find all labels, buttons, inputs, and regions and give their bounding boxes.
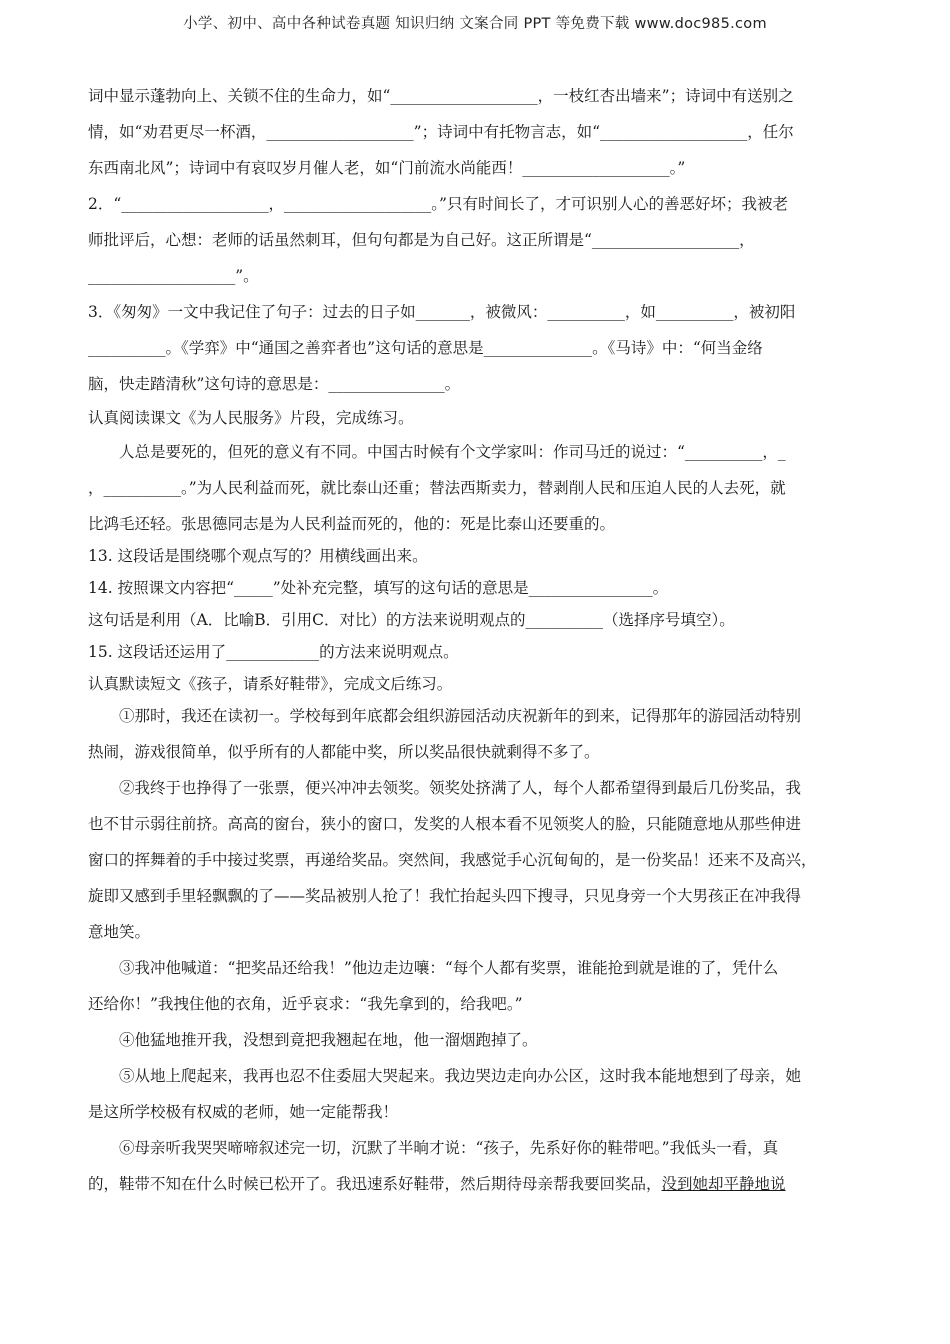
passage-line: ②我终于也挣得了一张票，便兴冲冲去领奖。领奖处挤满了人，每个人都希望得到最后几份奖品，我	[119, 779, 802, 797]
passage-line: ③我冲他喊道：“把奖品还给我！”他边走边嚷：“每个人都有奖票，谁能抢到就是谁的了，凭什么	[119, 959, 779, 977]
text-line: 这句话是利用（A．比喻B．引用C．对比）的方法来说明观点的__________（选择序号填空）。	[88, 611, 735, 629]
passage-line: 是这所学校极有权威的老师，她一定能帮我！	[88, 1103, 399, 1121]
section-instruction: 认真阅读课文《为人民服务》片段，完成练习。	[88, 409, 414, 427]
text-line: 师批评后，心想：老师的话虽然刺耳，但句句都是为自己好。这正所谓是“___________________，	[88, 231, 755, 249]
passage-line: 还给你！”我拽住他的衣角，近乎哀求：“我先拿到的，给我吧。”	[88, 995, 523, 1013]
underlined-sentence: 没到她却平静地说	[661, 1175, 786, 1193]
question-13: 13. 这段话是围绕哪个观点写的？用横线画出来。	[88, 547, 428, 565]
question-3: 3．《匆匆》一文中我记住了句子：过去的日子如_______，被微风：__________，如__________，被初阳	[88, 303, 796, 321]
passage-line: 意地笑。	[88, 923, 151, 941]
passage-line: 比鸿毛还轻。张思德同志是为人民利益而死的，他的：死是比泰山还要重的。	[88, 515, 616, 533]
passage-line: ⑤从地上爬起来，我再也忍不住委屈大哭起来。我边哭边走向办公区，这时我本能地想到了母亲，她	[119, 1067, 802, 1085]
text-line: ___________________”。	[88, 267, 259, 285]
document-body	[88, 85, 860, 1209]
passage-line: 窗口的挥舞着的手中接过奖票，再递给奖品。突然间，我感觉手心沉甸甸的，是一份奖品！还来不及高兴，	[88, 851, 817, 869]
page-header: 小学、初中、高中各种试卷真题 知识归纳 文案合同 PPT 等免费下载 www.doc985.com	[183, 16, 767, 32]
text-line: __________。《学弈》中“通国之善弈者也”这句话的意思是______________。《马诗》中：“何当金络	[88, 339, 763, 357]
passage-line: 热闹，游戏很简单，似乎所有的人都能中奖，所以奖品很快就剩得不多了。	[88, 743, 600, 761]
text-line: 词中显示蓬勃向上、关锁不住的生命力，如“___________________，一枝红杏出墙来”；诗词中有送别之	[88, 87, 794, 105]
passage-line	[88, 1173, 860, 1195]
question-14: 14. 按照课文内容把“_____”处补充完整，填写的这句话的意思是________________。	[88, 579, 669, 597]
passage-line: ④他猛地推开我，没想到竟把我翘起在地，他一溜烟跑掉了。	[119, 1031, 538, 1049]
section-instruction: 认真默读短文《孩子，请系好鞋带》，完成文后练习。	[88, 675, 453, 693]
question-2: 2．“___________________，___________________。”只有时间长了，才可识别人心的善恶好坏；我被老	[88, 195, 788, 213]
text-line: 东西南北风”；诗词中有哀叹岁月催人老，如“门前流水尚能西！___________________。”	[88, 159, 686, 177]
text-line: 情，如“劝君更尽一杯酒，___________________”；诗词中有托物言志，如“___________________，任尔	[88, 123, 794, 141]
passage-line: ，__________。”为人民利益而死，就比泰山还重；替法西斯卖力，替剥削人民和压迫人民的人去死，就	[88, 479, 786, 497]
passage-line: 也不甘示弱往前挤。高高的窗台，狭小的窗口，发奖的人根本看不见领奖人的脸，只能随意地从那些伸进	[88, 815, 802, 833]
passage-line: ①那时，我还在读初一。学校每到年底都会组织游园活动庆祝新年的到来，记得那年的游园活动特别	[119, 707, 802, 725]
passage-line: 人总是要死的，但死的意义有不同。中国古时候有个文学家叫：作司马迁的说过：“__________，_	[119, 443, 786, 461]
question-15: 15. 这段话还运用了____________的方法来说明观点。	[88, 643, 459, 661]
passage-text: 的，鞋带不知在什么时候已松开了。我迅速系好鞋带，然后期待母亲帮我要回奖品，	[88, 1175, 662, 1193]
passage-line: ⑥母亲听我哭哭啼啼叙述完一切，沉默了半晌才说：“孩子，先系好你的鞋带吧。”我低头一看，真	[119, 1139, 779, 1157]
passage-line: 旋即又感到手里轻飘飘的了——奖品被别人抢了！我忙抬起头四下搜寻，只见身旁一个大男孩正在冲我得	[88, 887, 802, 905]
text-line: 脑，快走踏清秋”这句诗的意思是：_______________。	[88, 375, 461, 393]
